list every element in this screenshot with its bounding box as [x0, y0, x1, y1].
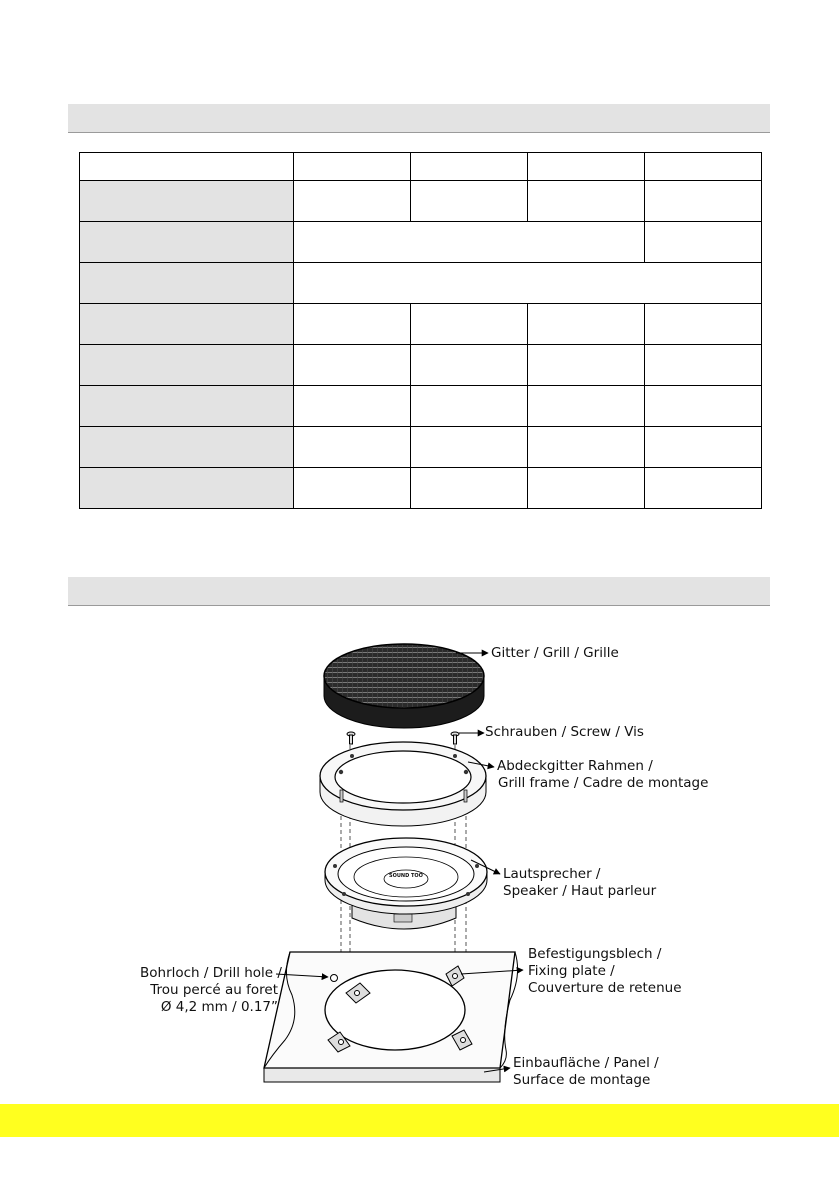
table-cell: [411, 181, 528, 222]
header-cell: [645, 153, 762, 181]
table-cell: [294, 386, 411, 427]
table-cell: [411, 304, 528, 345]
table-cell: [294, 468, 411, 509]
label-screws: Schrauben / Screw / Vis: [485, 724, 644, 740]
table-cell: [528, 386, 645, 427]
row-label: [80, 427, 294, 468]
table-cell: [528, 468, 645, 509]
table-row: [80, 304, 762, 345]
table-row: [80, 222, 762, 263]
table-header-row: [80, 153, 762, 181]
table-cell: [411, 427, 528, 468]
table-cell: [645, 304, 762, 345]
installation-diagram: [0, 620, 839, 1100]
specs-table: [79, 152, 762, 509]
table-cell: [528, 345, 645, 386]
table-cell: [645, 345, 762, 386]
header-cell: [80, 153, 294, 181]
table-cell: [294, 427, 411, 468]
table-cell: [411, 345, 528, 386]
table-cell: [294, 304, 411, 345]
table-cell: [294, 222, 645, 263]
section-header-specifications: [68, 104, 770, 133]
row-label: [80, 386, 294, 427]
table-cell: [645, 222, 762, 263]
table-cell: [294, 263, 762, 304]
table-cell: [294, 181, 411, 222]
section-header-installation: [68, 577, 770, 606]
header-cell: [294, 153, 411, 181]
table-cell: [645, 386, 762, 427]
speaker-logo: SOUND TOO: [389, 873, 423, 879]
table-row: [80, 181, 762, 222]
table-cell: [411, 386, 528, 427]
row-label: [80, 263, 294, 304]
table-cell: [528, 427, 645, 468]
row-label: [80, 345, 294, 386]
table-row: [80, 263, 762, 304]
table-cell: [411, 468, 528, 509]
label-fixing-plate: Befestigungsblech / Fixing plate / Couverture de retenue: [528, 946, 682, 996]
panel-part: [264, 952, 518, 1082]
table-row: [80, 427, 762, 468]
label-grill-frame: Abdeckgitter Rahmen / Grill frame / Cadre de montage: [497, 758, 709, 791]
table-cell: [294, 345, 411, 386]
grille-part: [324, 644, 484, 728]
label-panel: Einbaufläche / Panel / Surface de montage: [513, 1055, 659, 1088]
label-speaker: Lautsprecher / Speaker / Haut parleur: [503, 866, 657, 899]
table-row: [80, 386, 762, 427]
speaker-part: [325, 838, 487, 929]
row-label: [80, 181, 294, 222]
row-label: [80, 222, 294, 263]
grill-frame-part: [320, 742, 486, 826]
table-cell: [528, 304, 645, 345]
table-cell: [645, 181, 762, 222]
row-label: [80, 468, 294, 509]
table-cell: [645, 427, 762, 468]
header-cell: [528, 153, 645, 181]
label-grille: Gitter / Grill / Grille: [491, 645, 619, 661]
table-cell: [528, 181, 645, 222]
table-row: [80, 468, 762, 509]
label-drill-hole: Bohrloch / Drill hole / Trou percé au foret Ø 4,2 mm / 0.17”: [140, 965, 282, 1015]
table-cell: [645, 468, 762, 509]
footer-strip: [0, 1104, 839, 1137]
table-row: [80, 345, 762, 386]
row-label: [80, 304, 294, 345]
header-cell: [411, 153, 528, 181]
